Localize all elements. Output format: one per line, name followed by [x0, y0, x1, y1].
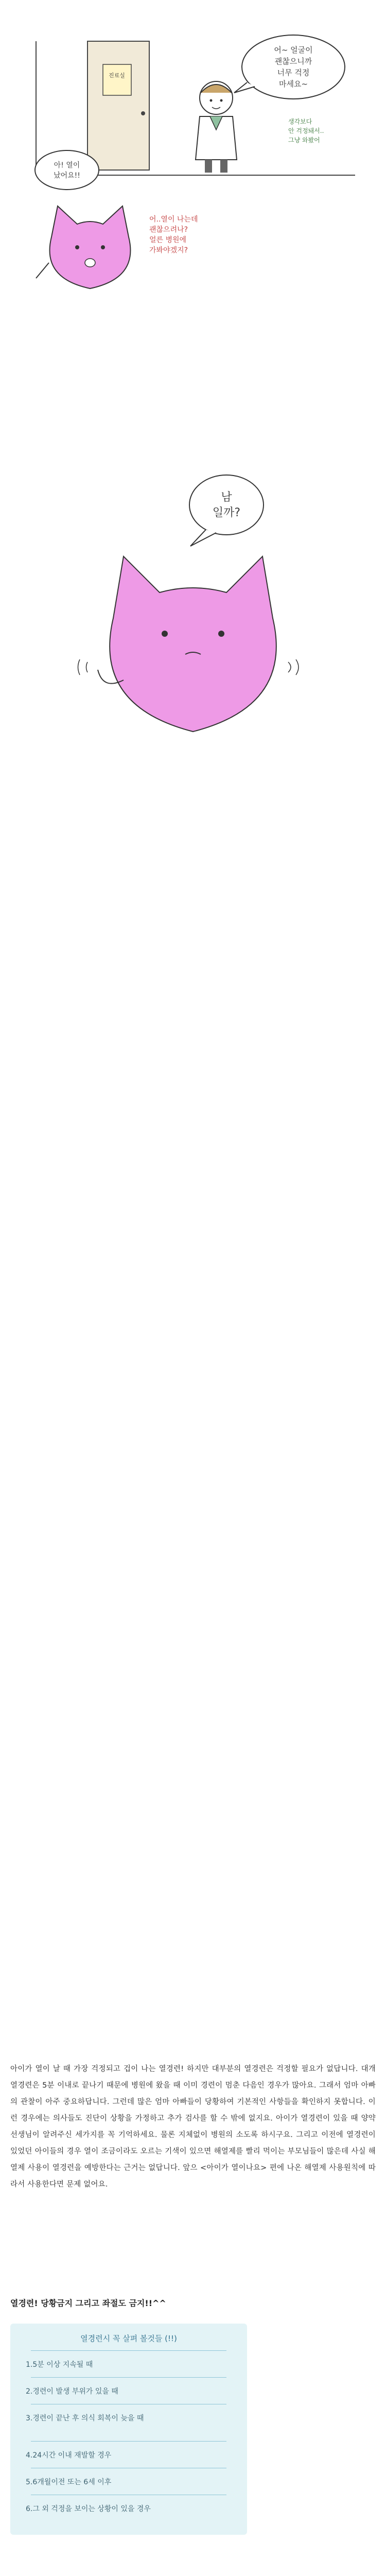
checklist-item: 1.5분 이상 지속될 때: [26, 2361, 93, 2369]
checklist-item: 3.경련이 끝난 후 의식 회복이 늦을 때: [26, 2414, 144, 2422]
checklist-card: [10, 2324, 247, 2535]
comic-panel-1-art: [0, 21, 386, 309]
side-note-2: 안 걱정돼서..: [288, 127, 324, 134]
side-note-3: 그냥 와봤어: [288, 137, 320, 144]
doctor-figure: [196, 81, 237, 173]
speech-line-2: 일까?: [212, 506, 241, 519]
doctor-speech-2: 괜찮으니까: [274, 57, 312, 66]
checklist-item: 5.6개월이전 또는 6세 이후: [26, 2478, 112, 2486]
mom-character: [36, 206, 130, 289]
speech-bubble: [189, 475, 264, 535]
comic-panel-2-art: [0, 464, 386, 783]
side-note-1: 생각보다: [288, 118, 312, 125]
speech-line-1: 남: [221, 491, 232, 504]
mom-worry-1: 어..열이 나는데: [149, 215, 198, 224]
door-sign-text: 진료실: [109, 72, 125, 79]
comic-panel-1: [0, 21, 386, 309]
doctor-speech-bubble: [242, 35, 345, 99]
article-body: 아이가 열이 날 때 가장 걱정되고 겁이 나는 열경련! 하지만 대부분의 열경련은 걱정할 필요가 없답니다. 대개 열경련은 5분 이내로 끝나기 때문에 병원에 왔을 때 이미 경련이 멈춘 다음인 경우가 많아요. 그래서 엄마 아빠의 관찰이 아주 중요하답니다. 그런데 많은 엄마 아빠들이 당황하여 기본적인 사항들을 확인하지 못합니다. 이런 경우에는 의사들도 진단이 상황을 가정하고 추가 검사를 할 수 밖에 없지요. 아이가 열경련이 있을 때 양약 선생님이 알려주신 세가지를 꼭 기억하세요. 물론 지체없이 병원의 소도록 하시구요. 그리고 이전에 열경련이 있었던 아이들의 경우 열이 조금이라도 오르는 기색이 있으면 해열제를 빨리 먹이는 부모님들이 많은데 사실 해열제 사용이 열경련을 예방한다는 근거는 없답니다. 앞으 <아이가 열이나요> 편에 나온 해열제 사용원칙에 따라서 사용한다면 문제 없어요.: [10, 2065, 376, 2189]
door-sign: [103, 64, 131, 95]
comic-panel-2: [0, 464, 386, 783]
mom-speech-1: 아! 열이: [54, 161, 80, 170]
mom-speech-2: 났어요!!: [54, 172, 80, 180]
checklist-item: 4.24시간 이내 재발할 경우: [26, 2451, 112, 2460]
checklist-title: 열경련시 꼭 살펴 볼것들 (!!): [80, 2334, 177, 2343]
mom-worry-2: 괜찮으려나?: [149, 226, 188, 234]
mom-worry-4: 가봐야겠지?: [149, 246, 188, 255]
checklist-item: 2.경련이 발생 부위가 있을 때: [26, 2387, 118, 2396]
doctor-speech-4: 마세요~: [278, 79, 308, 89]
pink-cat-character: [78, 556, 299, 732]
checklist-item: 6.그 외 걱정을 보이는 상황이 있을 경우: [26, 2505, 151, 2513]
doctor-speech-1: 어~ 얼굴이: [274, 45, 313, 55]
mom-speech-bubble: [35, 150, 99, 190]
mom-worry-3: 얼른 병원에: [149, 236, 187, 244]
clinic-door: [87, 41, 149, 170]
article-highlight: 열경련! 당황금지 그리고 좌절도 금지!!^^: [10, 2298, 166, 2308]
doctor-speech-3: 너무 걱정: [277, 68, 310, 77]
